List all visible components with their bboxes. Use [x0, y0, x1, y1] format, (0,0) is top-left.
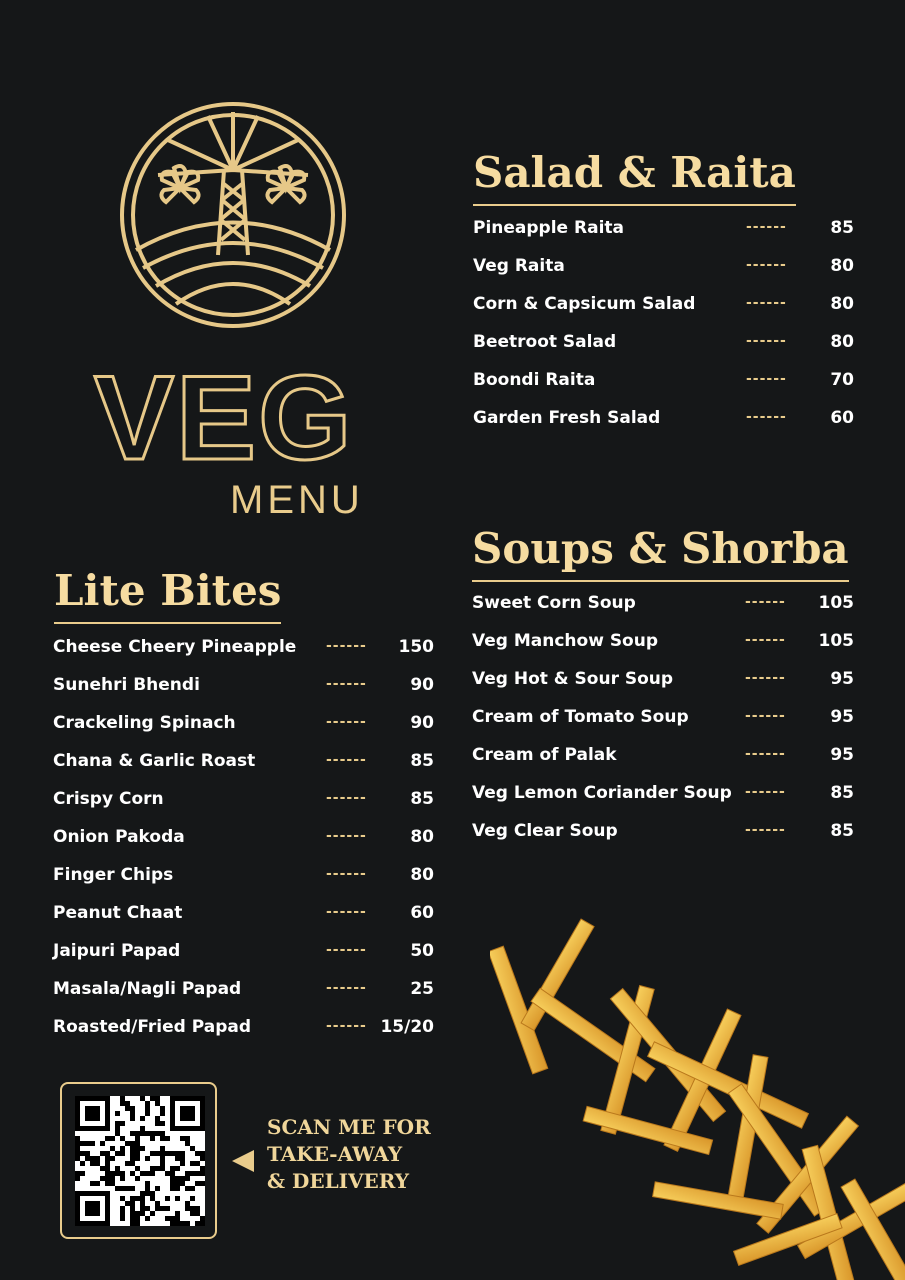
menu-item [472, 774, 854, 812]
item-leader: ------ [326, 980, 367, 996]
item-leader: ------ [745, 632, 786, 648]
item-price: 80 [830, 294, 854, 314]
item-leader: ------ [745, 784, 786, 800]
menu-item [473, 361, 854, 399]
item-price: 85 [410, 751, 434, 771]
section-title-salad: Salad & Raita [473, 152, 796, 206]
item-leader: ------ [746, 295, 787, 311]
menu-item [53, 704, 434, 742]
scan-line-3: & DELIVERY [267, 1169, 410, 1193]
salad-list [473, 209, 854, 437]
scan-caption [267, 1114, 431, 1195]
item-leader: ------ [326, 828, 367, 844]
menu-item [53, 818, 434, 856]
item-price: 95 [830, 669, 854, 689]
menu-item [53, 894, 434, 932]
item-name: Cream of Tomato Soup [472, 707, 689, 727]
item-name: Veg Clear Soup [472, 821, 618, 841]
item-leader: ------ [746, 219, 787, 235]
item-leader: ------ [746, 333, 787, 349]
menu-item [472, 812, 854, 850]
item-leader: ------ [326, 942, 367, 958]
item-name: Sweet Corn Soup [472, 593, 636, 613]
item-leader: ------ [745, 746, 786, 762]
item-name: Cheese Cheery Pineapple [53, 637, 297, 657]
item-name: Beetroot Salad [473, 332, 617, 352]
item-name: Crispy Corn [53, 789, 164, 809]
item-price: 80 [830, 256, 854, 276]
menu-item [472, 660, 854, 698]
item-price: 60 [830, 408, 854, 428]
item-leader: ------ [326, 714, 367, 730]
veg-logotype [92, 366, 374, 466]
item-price: 70 [830, 370, 854, 390]
item-leader: ------ [326, 866, 367, 882]
menu-item [473, 247, 854, 285]
item-price: 85 [830, 821, 854, 841]
item-price: 90 [410, 675, 434, 695]
soups-list [472, 584, 854, 850]
item-name: Sunehri Bhendi [53, 675, 200, 695]
item-name: Finger Chips [53, 865, 174, 885]
menu-item [472, 698, 854, 736]
brand-subtitle: MENU [230, 478, 364, 522]
item-leader: ------ [326, 904, 367, 920]
qr-code[interactable] [75, 1096, 205, 1226]
item-leader: ------ [746, 409, 787, 425]
item-leader: ------ [746, 371, 787, 387]
item-leader: ------ [745, 708, 786, 724]
section-title-soups: Soups & Shorba [472, 528, 849, 582]
item-price: 25 [410, 979, 434, 999]
menu-item [473, 209, 854, 247]
item-name: Crackeling Spinach [53, 713, 236, 733]
arrow-left-icon [230, 1148, 256, 1174]
item-price: 80 [410, 865, 434, 885]
menu-item [53, 742, 434, 780]
item-price: 85 [830, 218, 854, 238]
item-leader: ------ [746, 257, 787, 273]
item-leader: ------ [326, 790, 367, 806]
item-name: Peanut Chaat [53, 903, 183, 923]
item-price: 15/20 [380, 1017, 434, 1037]
item-name: Chana & Garlic Roast [53, 751, 256, 771]
item-name: Jaipuri Papad [53, 941, 181, 961]
item-name: Pineapple Raita [473, 218, 624, 238]
menu-item [473, 323, 854, 361]
lite-bites-list [53, 628, 434, 1046]
scan-line-1: SCAN ME FOR [267, 1115, 431, 1139]
item-name: Veg Manchow Soup [472, 631, 659, 651]
item-price: 80 [410, 827, 434, 847]
item-name: Roasted/Fried Papad [53, 1017, 252, 1037]
item-leader: ------ [745, 822, 786, 838]
item-price: 85 [830, 783, 854, 803]
menu-item [473, 399, 854, 437]
menu-item [53, 970, 434, 1008]
item-name: Veg Lemon Coriander Soup [472, 783, 732, 803]
french-fries-image [490, 905, 905, 1280]
item-price: 60 [410, 903, 434, 923]
item-price: 50 [410, 941, 434, 961]
item-name: Garden Fresh Salad [473, 408, 661, 428]
item-leader: ------ [326, 676, 367, 692]
menu-item [472, 622, 854, 660]
item-price: 105 [818, 631, 854, 651]
item-name: Veg Raita [473, 256, 565, 276]
menu-item [53, 666, 434, 704]
item-price: 95 [830, 745, 854, 765]
item-name: Corn & Capsicum Salad [473, 294, 696, 314]
item-price: 90 [410, 713, 434, 733]
item-name: Veg Hot & Sour Soup [472, 669, 674, 689]
item-name: Masala/Nagli Papad [53, 979, 242, 999]
menu-item [473, 285, 854, 323]
item-leader: ------ [745, 670, 786, 686]
menu-item [472, 736, 854, 774]
item-name: Cream of Palak [472, 745, 617, 765]
brand-title [92, 366, 374, 466]
item-price: 105 [818, 593, 854, 613]
item-leader: ------ [326, 1018, 367, 1034]
menu-item [53, 1008, 434, 1046]
palm-tree-emblem-icon [118, 100, 348, 330]
menu-item [53, 932, 434, 970]
item-price: 80 [830, 332, 854, 352]
item-price: 95 [830, 707, 854, 727]
item-leader: ------ [326, 752, 367, 768]
item-name: Boondi Raita [473, 370, 596, 390]
item-leader: ------ [326, 638, 367, 654]
menu-item [472, 584, 854, 622]
item-name: Onion Pakoda [53, 827, 185, 847]
menu-item [53, 780, 434, 818]
svg-text:VEG: VEG [94, 366, 354, 466]
item-price: 85 [410, 789, 434, 809]
item-leader: ------ [745, 594, 786, 610]
menu-item [53, 628, 434, 666]
menu-item [53, 856, 434, 894]
scan-line-2: TAKE-AWAY [267, 1142, 403, 1166]
item-price: 150 [398, 637, 434, 657]
section-title-lite-bites: Lite Bites [54, 570, 281, 624]
